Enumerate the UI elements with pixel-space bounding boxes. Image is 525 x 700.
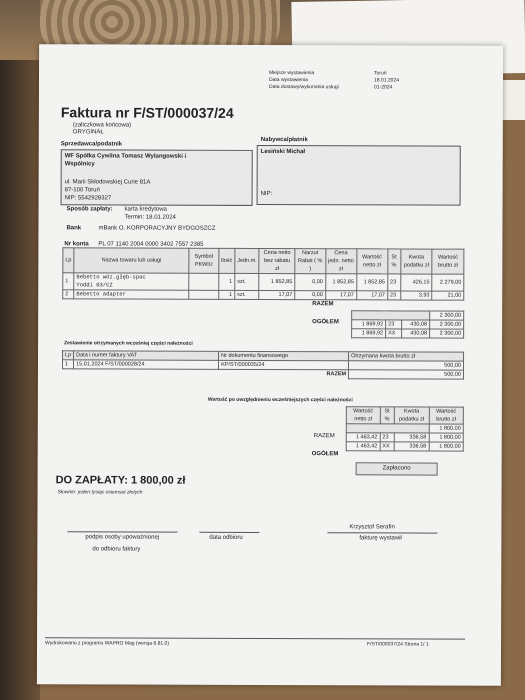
cell-discount: 0,00 — [295, 291, 326, 300]
rem-ogolem-gross: 1 800,00 — [429, 442, 464, 451]
cell-unit-net: 1 852,85 — [325, 274, 356, 291]
razem-row — [352, 311, 464, 320]
seller-address-1: ul. Marii Skłodowskiej Curie 81A — [64, 179, 151, 186]
signature-line-middle — [199, 532, 259, 533]
cell-pkwiu — [189, 273, 219, 290]
cell-price: 1 852,85 — [259, 273, 295, 290]
cell-vat: 23 — [387, 291, 400, 300]
rem-ogolem-label: OGÓŁEM — [311, 451, 339, 458]
rem-gross: 1 800,00 — [429, 433, 464, 442]
signature-right: fakturę wystawił — [359, 535, 402, 542]
rem-col-vat: St % — [380, 407, 394, 424]
adv-cell-invoice: 15.01.2024 F/ST/000028/24 — [74, 360, 219, 370]
col-unit-net: Cena jedn. netto zł — [325, 249, 356, 274]
col-net: Wartość netto zł — [356, 249, 387, 274]
buyer-nip: NIP: — [260, 190, 273, 198]
col-lp: Lp — [63, 248, 74, 273]
razem-spacer — [352, 311, 430, 320]
col-unit: Jedn.m. — [235, 248, 260, 273]
table-row — [346, 433, 463, 442]
cell-price: 17,07 — [259, 290, 295, 299]
rem-net: 1 463,42 — [346, 433, 380, 442]
adv-cell-amount: 500,00 — [349, 361, 464, 370]
remaining-table — [346, 406, 464, 451]
sum-net: 1 869,92 — [352, 320, 386, 329]
ogolem-net: 1 869,92 — [352, 329, 386, 338]
signature-line-right — [327, 532, 437, 533]
cell-lp: 1 — [63, 273, 74, 290]
cell-qty: 1 — [218, 290, 234, 299]
buyer-label: Nabywca/płatnik — [260, 136, 308, 144]
cell-unit-net: 17,07 — [325, 291, 356, 300]
cell-discount: 0,00 — [295, 274, 326, 291]
footer-left: Wydrukowano z programu WAPRO Mag (wersja 8.81.0) — [45, 640, 170, 647]
invoice-title: Faktura nr F/ST/000037/24 — [60, 104, 234, 121]
rem-col-net: Wartość netto zł — [346, 407, 380, 424]
account-value: PL 07 1140 2004 0000 3402 7557 2385 — [98, 241, 204, 248]
items-table — [62, 247, 464, 300]
sum-gross: 2 300,00 — [430, 320, 464, 329]
cell-vat: 23 — [387, 274, 400, 291]
advances-table — [62, 350, 464, 379]
sum-vat: 23 — [386, 320, 402, 329]
remaining-header-row — [346, 407, 463, 424]
cell-net: 1 852,85 — [356, 274, 387, 291]
account-label: Nr konta — [64, 241, 89, 248]
adv-col-lp: Lp — [63, 351, 74, 360]
date-label: Data wystawienia — [268, 76, 308, 84]
col-name: Nazwa towaru lub usługi — [74, 248, 189, 273]
signature-middle: data odbioru — [209, 534, 243, 541]
remaining-title: Wartość po uwzględnieniu wcześniejszych części należności — [207, 396, 353, 404]
total-due: DO ZAPŁATY: 1 800,00 zł — [55, 474, 186, 487]
background-left — [0, 0, 40, 700]
invoice-subtitle: (zaliczkowa końcowa) — [72, 122, 132, 129]
cell-qty: 1 — [218, 273, 234, 290]
rem-razem-gross: 1 800,00 — [429, 424, 464, 433]
adv-razem-value: 500,00 — [349, 370, 464, 379]
adv-col-doc: Nr dokumentu finansowego — [219, 351, 349, 360]
rem-col-gross: Wartość brutto zł — [429, 407, 464, 424]
rem-razem-label: RAZEM — [313, 433, 335, 440]
items-header-row — [63, 248, 464, 274]
signature-line-left — [67, 531, 177, 532]
rem-ogolem-tax: 336,58 — [394, 442, 429, 451]
col-gross: Wartość brutto zł — [432, 249, 464, 274]
item-name-2: Yoddi 03/CZ — [76, 281, 113, 289]
buyer-box — [257, 145, 461, 206]
payment-method-value: karta kredytowa — [124, 206, 167, 213]
advances-title: Zestawienie otrzymanych wcześniej części należności — [64, 340, 193, 347]
signature-left-1: podpis osoby upoważnionej — [85, 534, 160, 541]
cell-name: Bebetto adapter — [74, 290, 189, 299]
adv-cell-lp: 1 — [62, 360, 73, 369]
delivery-value: 01-2024 — [373, 84, 393, 91]
table-row — [63, 290, 464, 300]
seller-name-1: WF Spółka Cywilna Tomasz Wylangowski i — [64, 153, 187, 160]
place-label: Miejsce wystawienia — [269, 69, 315, 77]
item-name-1: Bebetto wóz.głęb-spac — [76, 273, 146, 281]
col-discount: Narzut Rabat ( % ) — [295, 249, 326, 274]
rem-col-tax: Kwota podatku zł — [394, 407, 429, 424]
razem-gross: 2 300,00 — [430, 311, 464, 320]
rem-razem-spacer — [346, 424, 429, 433]
table-row — [63, 273, 464, 291]
date-value: 18.01.2024 — [373, 77, 400, 84]
items-razem-label: RAZEM — [312, 301, 334, 308]
cell-unit: szt. — [235, 290, 260, 299]
seller-nip: NIP: 5542928327 — [64, 195, 112, 202]
col-vat: St % — [388, 249, 401, 274]
adv-col-invoice: Data i numer faktury VAT — [74, 351, 219, 361]
cell-tax: 3,93 — [400, 291, 432, 300]
col-qty: Ilość — [218, 248, 234, 273]
seller-box — [61, 149, 253, 206]
bank-value: mBank O. KORPORACYJNY BYDGOSZCZ — [98, 225, 216, 232]
cell-pkwiu — [189, 290, 219, 299]
rem-ogolem-net: 1 463,42 — [346, 442, 380, 451]
cell-tax: 426,15 — [400, 274, 432, 291]
col-pkwiu: Symbol PKWiU — [189, 248, 219, 273]
vat-sum-row — [352, 320, 464, 329]
rem-tax: 336,58 — [394, 433, 429, 442]
place-value: Toruń — [374, 70, 387, 77]
buyer-name: Lesiński Michał — [260, 148, 306, 156]
adv-razem-label: RAZEM — [326, 371, 347, 378]
adv-col-amount: Otrzymana kwota brutto zł — [349, 352, 464, 361]
ogolem-row — [352, 329, 464, 338]
ogolem-gross: 2 300,00 — [430, 329, 464, 338]
total-words: Słownie: jeden tysiąc osiemset złotych — [57, 489, 143, 496]
cell-gross: 21,00 — [432, 291, 464, 300]
invoice-original: ORYGINAŁ — [72, 129, 104, 136]
invoice-sheet — [37, 44, 503, 686]
seller-name-2: Wspólnicy — [64, 161, 95, 168]
signature-left-2: do odbioru faktury — [92, 546, 141, 553]
delivery-label: Data dostawy/wykonania usługi — [268, 83, 339, 91]
rem-razem-row — [346, 424, 463, 433]
rem-vat: 23 — [380, 433, 394, 442]
cell-lp: 2 — [63, 290, 74, 299]
cell-gross: 2 279,00 — [432, 274, 464, 291]
payment-method-label: Sposób zapłaty: — [66, 206, 113, 213]
rem-ogolem-vat: XX — [380, 442, 394, 451]
cell-name — [74, 273, 189, 290]
footer-rule — [45, 637, 465, 639]
adv-razem-row — [62, 369, 463, 379]
col-price: Cena netto bez rabatu zł — [259, 248, 295, 273]
items-ogolem-label: OGÓŁEM — [312, 319, 339, 326]
payment-term: Termin: 18.01.2024 — [124, 214, 176, 221]
ogolem-vat: XX — [386, 329, 402, 338]
cell-unit: szt. — [235, 273, 260, 290]
table-row — [346, 442, 463, 451]
items-totals-table — [351, 310, 464, 338]
adv-cell-doc: KP/ST/000035/24 — [219, 360, 349, 369]
seller-address-2: 87-100 Toruń — [64, 187, 100, 194]
footer-right: F/ST/000037/24 Strona 1/ 1 — [367, 641, 429, 648]
sum-tax: 430,08 — [402, 320, 430, 329]
issuer-name: Krzysztof Serafin — [349, 524, 395, 531]
bank-label: Bank — [66, 225, 82, 232]
ogolem-tax: 430,08 — [401, 329, 429, 338]
col-tax: Kwota podatku zł — [400, 249, 432, 274]
seller-label: Sprzedawca/podatnik — [60, 141, 123, 148]
cell-net: 17,07 — [356, 291, 387, 300]
paid-stamp: Zapłacono — [356, 462, 438, 475]
